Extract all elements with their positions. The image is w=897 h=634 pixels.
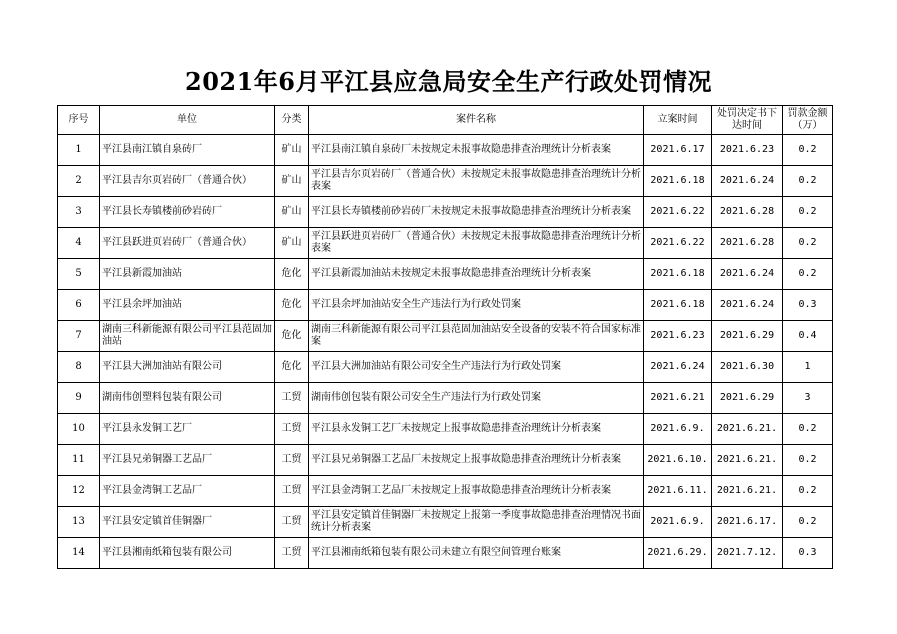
table-row [58,290,833,321]
cell-decision-date: 2021.6.24 [712,166,783,197]
cell-fine-amount: 1 [783,352,833,383]
cell-filing-date: 2021.6.24 [644,352,712,383]
cell-fine-amount: 0.3 [783,290,833,321]
document-title: 2021年6月平江县应急局安全生产行政处罚情况 [185,67,712,96]
cell-serial-number: 7 [58,321,100,352]
cell-decision-date: 2021.6.29 [712,383,783,414]
cell-filing-date: 2021.6.10. [644,445,712,476]
cell-filing-date: 2021.6.17 [644,135,712,166]
cell-serial-number: 3 [58,197,100,228]
cell-decision-date: 2021.6.24 [712,290,783,321]
cell-decision-date: 2021.6.21. [712,476,783,507]
cell-decision-date: 2021.6.21. [712,445,783,476]
cell-fine-amount: 0.2 [783,414,833,445]
cell-category: 工贸 [275,476,309,507]
cell-unit: 平江县南江镇自泉砖厂 [100,135,275,166]
cell-decision-date: 2021.6.28 [712,228,783,259]
cell-category: 工贸 [275,414,309,445]
table-row [58,507,833,538]
header-serial-number: 序号 [58,106,100,135]
cell-unit: 平江县长寿镇楼前砂岩砖厂 [100,197,275,228]
header-case-name: 案件名称 [309,106,644,135]
table-row [58,476,833,507]
cell-category: 矿山 [275,228,309,259]
cell-case-name: 平江县湘南纸箱包装有限公司未建立有限空间管理台账案 [309,538,644,569]
cell-fine-amount: 0.2 [783,259,833,290]
cell-filing-date: 2021.6.22 [644,228,712,259]
cell-unit: 平江县湘南纸箱包装有限公司 [100,538,275,569]
cell-serial-number: 8 [58,352,100,383]
cell-serial-number: 10 [58,414,100,445]
table-row [58,135,833,166]
table-row [58,321,833,352]
cell-case-name: 湖南伟创包装有限公司安全生产违法行为行政处罚案 [309,383,644,414]
cell-filing-date: 2021.6.29. [644,538,712,569]
cell-category: 危化 [275,290,309,321]
table-row [58,352,833,383]
cell-case-name: 平江县长寿镇楼前砂岩砖厂未按规定未报事故隐患排查治理统计分析表案 [309,197,644,228]
table-row [58,445,833,476]
cell-serial-number: 13 [58,507,100,538]
header-fine-amount: 罚款金额（万） [783,106,833,135]
cell-serial-number: 2 [58,166,100,197]
cell-filing-date: 2021.6.18 [644,290,712,321]
cell-fine-amount: 0.2 [783,197,833,228]
cell-decision-date: 2021.6.21. [712,414,783,445]
cell-category: 工贸 [275,383,309,414]
cell-fine-amount: 0.2 [783,166,833,197]
cell-unit: 湖南伟创塑料包装有限公司 [100,383,275,414]
header-decision-date: 处罚决定书下达时间 [712,106,783,135]
cell-fine-amount: 0.2 [783,135,833,166]
cell-unit: 平江县安定镇首佳铜器厂 [100,507,275,538]
cell-case-name: 平江县新霞加油站未按规定未报事故隐患排查治理统计分析表案 [309,259,644,290]
cell-case-name: 平江县吉尔页岩砖厂（普通合伙）未按规定未报事故隐患排查治理统计分析表案 [309,166,644,197]
cell-category: 工贸 [275,507,309,538]
cell-case-name: 湖南三科新能源有限公司平江县范固加油站安全设备的安装不符合国家标准案 [309,321,644,352]
cell-fine-amount: 0.2 [783,228,833,259]
table-row [58,228,833,259]
cell-filing-date: 2021.6.11. [644,476,712,507]
cell-filing-date: 2021.6.9. [644,414,712,445]
cell-decision-date: 2021.6.24 [712,259,783,290]
header-unit: 单位 [100,106,275,135]
table-header-row [58,106,833,135]
cell-case-name: 平江县永发铜工艺厂未按规定上报事故隐患排查治理统计分析表案 [309,414,644,445]
cell-unit: 平江县大洲加油站有限公司 [100,352,275,383]
table-row [58,538,833,569]
cell-decision-date: 2021.7.12. [712,538,783,569]
cell-unit: 湖南三科新能源有限公司平江县范固加油站 [100,321,275,352]
cell-serial-number: 5 [58,259,100,290]
cell-unit: 平江县余坪加油站 [100,290,275,321]
table-row [58,259,833,290]
cell-case-name: 平江县安定镇首佳铜器厂未按规定上报第一季度事故隐患排查治理情况书面统计分析表案 [309,507,644,538]
cell-decision-date: 2021.6.17. [712,507,783,538]
cell-fine-amount: 0.2 [783,445,833,476]
cell-decision-date: 2021.6.23 [712,135,783,166]
table-row [58,414,833,445]
cell-unit: 平江县金湾铜工艺品厂 [100,476,275,507]
cell-case-name: 平江县跃进页岩砖厂（普通合伙）未按规定未报事故隐患排查治理统计分析表案 [309,228,644,259]
cell-unit: 平江县吉尔页岩砖厂（普通合伙） [100,166,275,197]
cell-decision-date: 2021.6.29 [712,321,783,352]
cell-category: 危化 [275,352,309,383]
cell-serial-number: 11 [58,445,100,476]
cell-unit: 平江县永发铜工艺厂 [100,414,275,445]
cell-unit: 平江县新霞加油站 [100,259,275,290]
cell-filing-date: 2021.6.18 [644,166,712,197]
header-filing-date: 立案时间 [644,106,712,135]
cell-case-name: 平江县大洲加油站有限公司安全生产违法行为行政处罚案 [309,352,644,383]
cell-filing-date: 2021.6.18 [644,259,712,290]
cell-case-name: 平江县余坪加油站安全生产违法行为行政处罚案 [309,290,644,321]
cell-case-name: 平江县兄弟铜器工艺品厂未按规定上报事故隐患排查治理统计分析表案 [309,445,644,476]
cell-category: 矿山 [275,166,309,197]
cell-fine-amount: 0.3 [783,538,833,569]
cell-serial-number: 4 [58,228,100,259]
cell-category: 危化 [275,259,309,290]
cell-case-name: 平江县南江镇自泉砖厂未按规定未报事故隐患排查治理统计分析表案 [309,135,644,166]
cell-fine-amount: 0.2 [783,476,833,507]
cell-category: 工贸 [275,445,309,476]
cell-fine-amount: 0.2 [783,507,833,538]
cell-decision-date: 2021.6.28 [712,197,783,228]
cell-category: 工贸 [275,538,309,569]
table-row [58,383,833,414]
cell-serial-number: 12 [58,476,100,507]
cell-case-name: 平江县金湾铜工艺品厂未按规定上报事故隐患排查治理统计分析表案 [309,476,644,507]
cell-serial-number: 14 [58,538,100,569]
cell-serial-number: 6 [58,290,100,321]
cell-category: 危化 [275,321,309,352]
cell-decision-date: 2021.6.30 [712,352,783,383]
cell-serial-number: 9 [58,383,100,414]
cell-fine-amount: 3 [783,383,833,414]
cell-category: 矿山 [275,135,309,166]
table-row [58,197,833,228]
cell-filing-date: 2021.6.22 [644,197,712,228]
cell-fine-amount: 0.4 [783,321,833,352]
cell-serial-number: 1 [58,135,100,166]
table-row [58,166,833,197]
cell-unit: 平江县跃进页岩砖厂（普通合伙） [100,228,275,259]
penalty-table [57,105,833,569]
cell-filing-date: 2021.6.23 [644,321,712,352]
cell-filing-date: 2021.6.9. [644,507,712,538]
cell-filing-date: 2021.6.21 [644,383,712,414]
cell-category: 矿山 [275,197,309,228]
cell-unit: 平江县兄弟铜器工艺品厂 [100,445,275,476]
header-category: 分类 [275,106,309,135]
